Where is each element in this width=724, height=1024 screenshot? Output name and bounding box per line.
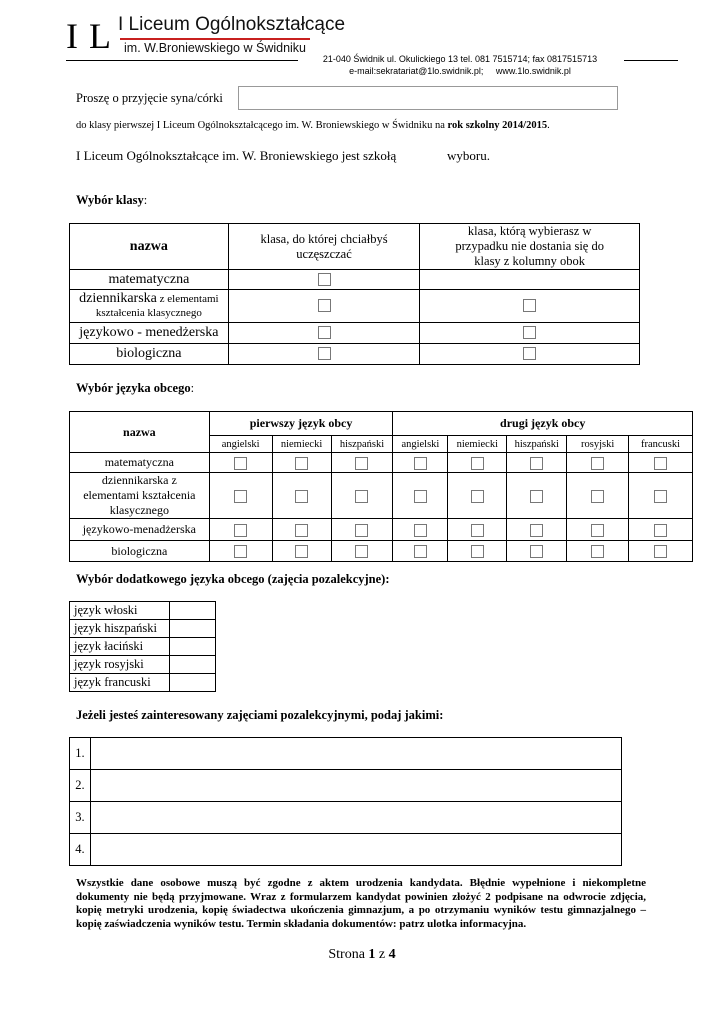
class-fallback-checkbox[interactable]	[523, 299, 536, 312]
activity-number: 1.	[70, 738, 91, 770]
header-rule-left	[66, 60, 298, 61]
language-header-name: nazwa	[70, 412, 210, 453]
second-english-checkbox[interactable]	[414, 545, 427, 558]
class-year-text: do klasy pierwszej I Liceum Ogólnokształcącego im. W. Broniewskiego w Świdniku na	[76, 120, 448, 131]
extra-language-mark-cell[interactable]	[170, 656, 216, 674]
language-section-title-text: Wybór języka obcego	[76, 381, 191, 395]
first-spanish-checkbox[interactable]	[355, 490, 368, 503]
first-german-checkbox[interactable]	[295, 490, 308, 503]
language-row-name: matematyczna	[70, 453, 210, 473]
second-spanish-checkbox[interactable]	[530, 524, 543, 537]
lang-cell	[331, 519, 393, 541]
second-lang-german: niemiecki	[448, 436, 507, 453]
class-section-title	[76, 193, 147, 208]
class-preferred-checkbox[interactable]	[318, 273, 331, 286]
lang-cell	[567, 519, 629, 541]
lang-cell	[507, 541, 567, 562]
lang-cell	[272, 453, 331, 473]
activity-number: 3.	[70, 802, 91, 834]
second-english-checkbox[interactable]	[414, 524, 427, 537]
class-header-fallback: klasa, którą wybierasz w przypadku nie dostania się do klasy z kolumny obok	[420, 224, 640, 270]
class-fallback-checkbox[interactable]	[523, 326, 536, 339]
language-row-name: językowo-menadżerska	[70, 519, 210, 541]
class-section-title-text: Wybór klasy	[76, 193, 144, 207]
class-row-name	[70, 344, 229, 365]
first-language-header: pierwszy język obcy	[209, 412, 393, 436]
footnote: Wszystkie dane osobowe muszą być zgodne z aktem urodzenia kandydata. Błędnie wypełnione i niekompletne dokumenty nie będą przyjmowane. Wraz z formularzem kandydat powinien złożyć 2 podpisane na odwrocie zdjęcia, kopię metryki urodzenia, kopię świadectwa ukończenia gimnazjum, a po otrzymaniu wyników testu gimnazjalnego – kopię zaświadczenia wyników testu. Termin składania dokumentów: patrz ulotka informacyjna.	[76, 877, 646, 930]
class-name: biologiczna	[116, 346, 182, 361]
class-fallback-cell	[420, 323, 640, 344]
activities-title: Jeżeli jesteś zainteresowany zajęciami pozalekcyjnymi, podaj jakimi:	[76, 708, 444, 722]
header-rule-right	[624, 60, 678, 61]
school-contact	[300, 53, 620, 77]
lang-cell	[507, 453, 567, 473]
first-lang-german: niemiecki	[272, 436, 331, 453]
lang-cell	[567, 473, 629, 519]
activity-input[interactable]	[90, 834, 621, 866]
second-spanish-checkbox[interactable]	[530, 545, 543, 558]
extra-language-option: język francuski	[70, 674, 170, 692]
second-english-checkbox[interactable]	[414, 490, 427, 503]
class-fallback-cell	[420, 270, 640, 290]
class-preferred-cell	[228, 323, 420, 344]
school-choice-line	[76, 148, 396, 164]
extra-language-mark-cell[interactable]	[170, 620, 216, 638]
lang-cell	[448, 453, 507, 473]
class-fallback-checkbox[interactable]	[523, 347, 536, 360]
language-row-name: dziennikarska z elementami kształcenia klasycznego	[70, 473, 210, 519]
language-section-colon: :	[190, 381, 195, 395]
class-preferred-checkbox[interactable]	[318, 326, 331, 339]
second-lang-spanish: hiszpański	[507, 436, 567, 453]
activities-table	[69, 737, 622, 866]
language-row-name: biologiczna	[70, 541, 210, 562]
second-lang-french: francuski	[629, 436, 693, 453]
second-russian-checkbox[interactable]	[591, 545, 604, 558]
page-label: Strona	[328, 947, 365, 962]
class-year-end: .	[547, 120, 550, 131]
class-fallback-cell	[420, 344, 640, 365]
lang-cell	[209, 519, 272, 541]
second-french-checkbox[interactable]	[654, 524, 667, 537]
lang-cell	[272, 541, 331, 562]
first-spanish-checkbox[interactable]	[355, 457, 368, 470]
class-preferred-cell	[228, 344, 420, 365]
school-choice-suffix: wyboru.	[447, 148, 490, 163]
lang-cell	[507, 519, 567, 541]
school-logo-mark: I L	[66, 16, 112, 56]
second-lang-english: angielski	[393, 436, 448, 453]
contact-email-www: e-mail:sekratariat@1lo.swidnik.pl; www.1lo.swidnik.pl	[349, 66, 571, 76]
second-german-checkbox[interactable]	[471, 490, 484, 503]
lang-cell	[507, 473, 567, 519]
first-german-checkbox[interactable]	[295, 545, 308, 558]
second-french-checkbox[interactable]	[654, 490, 667, 503]
first-english-checkbox[interactable]	[234, 457, 247, 470]
page-current: 1	[368, 947, 376, 962]
activity-input[interactable]	[90, 770, 621, 802]
page-number	[300, 947, 424, 963]
page-separator: z	[378, 947, 386, 962]
activity-number: 4.	[70, 834, 91, 866]
second-german-checkbox[interactable]	[471, 457, 484, 470]
lang-cell	[567, 453, 629, 473]
activity-input[interactable]	[90, 738, 621, 770]
class-preferred-cell	[228, 270, 420, 290]
class-preferred-checkbox[interactable]	[318, 299, 331, 312]
extra-language-option: język rosyjski	[70, 656, 170, 674]
logo-divider	[120, 38, 310, 40]
extra-language-option: język włoski	[70, 602, 170, 620]
school-name: I Liceum Ogólnokształcące	[118, 14, 346, 35]
class-name: dziennikarska	[79, 291, 157, 306]
second-russian-checkbox[interactable]	[591, 490, 604, 503]
lang-cell	[393, 541, 448, 562]
class-row-name	[70, 290, 229, 323]
class-name: językowo - menedżerska	[79, 325, 219, 340]
extra-language-table	[69, 601, 216, 692]
class-name: matematyczna	[108, 271, 190, 287]
extra-language-mark-cell[interactable]	[170, 674, 216, 692]
second-french-checkbox[interactable]	[654, 457, 667, 470]
lang-cell	[448, 473, 507, 519]
extra-language-option: język łaciński	[70, 638, 170, 656]
lang-cell	[331, 473, 393, 519]
lang-cell	[629, 519, 693, 541]
extra-language-title: Wybór dodatkowego języka obcego (zajęcia pozalekcyjne):	[76, 572, 390, 586]
lang-cell	[448, 541, 507, 562]
lang-cell	[567, 541, 629, 562]
request-label: Proszę o przyjęcie syna/córki	[76, 91, 223, 105]
lang-cell	[393, 519, 448, 541]
lang-cell	[629, 541, 693, 562]
first-german-checkbox[interactable]	[295, 524, 308, 537]
language-section-title	[76, 381, 194, 396]
lang-cell	[448, 519, 507, 541]
activity-input[interactable]	[90, 802, 621, 834]
first-lang-spanish: hiszpański	[331, 436, 393, 453]
school-choice-text: I Liceum Ogólnokształcące im. W. Broniewskiego jest szkołą	[76, 148, 397, 163]
lang-cell	[629, 453, 693, 473]
lang-cell	[272, 519, 331, 541]
second-spanish-checkbox[interactable]	[530, 490, 543, 503]
class-fallback-cell	[420, 290, 640, 323]
extra-language-mark-cell[interactable]	[170, 638, 216, 656]
first-german-checkbox[interactable]	[295, 457, 308, 470]
contact-address: 21-040 Świdnik ul. Okulickiego 13 tel. 081 7515714; fax 0817515713	[322, 54, 598, 64]
class-name-extra: z elementami kształcenia klasycznego	[95, 293, 219, 319]
language-table	[69, 411, 693, 562]
first-lang-english: angielski	[209, 436, 272, 453]
second-lang-russian: rosyjski	[567, 436, 629, 453]
activity-number: 2.	[70, 770, 91, 802]
second-french-checkbox[interactable]	[654, 545, 667, 558]
class-preferred-cell	[228, 290, 420, 323]
second-english-checkbox[interactable]	[414, 457, 427, 470]
lang-cell	[331, 541, 393, 562]
page-total: 4	[388, 947, 396, 962]
school-year: rok szkolny 2014/2015	[447, 120, 548, 131]
extra-language-mark-cell[interactable]	[170, 602, 216, 620]
class-preferred-checkbox[interactable]	[318, 347, 331, 360]
class-section-colon: :	[143, 193, 148, 207]
lang-cell	[629, 473, 693, 519]
second-german-checkbox[interactable]	[471, 545, 484, 558]
second-russian-checkbox[interactable]	[591, 457, 604, 470]
lang-cell	[209, 453, 272, 473]
first-english-checkbox[interactable]	[234, 490, 247, 503]
lang-cell	[393, 453, 448, 473]
class-header-name: nazwa	[70, 224, 229, 270]
lang-cell	[393, 473, 448, 519]
class-row-name	[70, 270, 229, 290]
first-spanish-checkbox[interactable]	[355, 545, 368, 558]
student-name-input[interactable]	[238, 86, 618, 110]
school-patron: im. W.Broniewskiego w Świdniku	[124, 41, 307, 55]
second-spanish-checkbox[interactable]	[530, 457, 543, 470]
lang-cell	[209, 473, 272, 519]
lang-cell	[209, 541, 272, 562]
second-language-header: drugi język obcy	[393, 412, 693, 436]
class-header-preferred: klasa, do której chciałbyś uczęszczać	[228, 224, 420, 270]
class-table	[69, 223, 640, 365]
first-english-checkbox[interactable]	[234, 545, 247, 558]
second-russian-checkbox[interactable]	[591, 524, 604, 537]
class-row-name	[70, 323, 229, 344]
lang-cell	[331, 453, 393, 473]
second-german-checkbox[interactable]	[471, 524, 484, 537]
first-english-checkbox[interactable]	[234, 524, 247, 537]
first-spanish-checkbox[interactable]	[355, 524, 368, 537]
class-year-line	[76, 120, 550, 131]
lang-cell	[272, 473, 331, 519]
extra-language-option: język hiszpański	[70, 620, 170, 638]
